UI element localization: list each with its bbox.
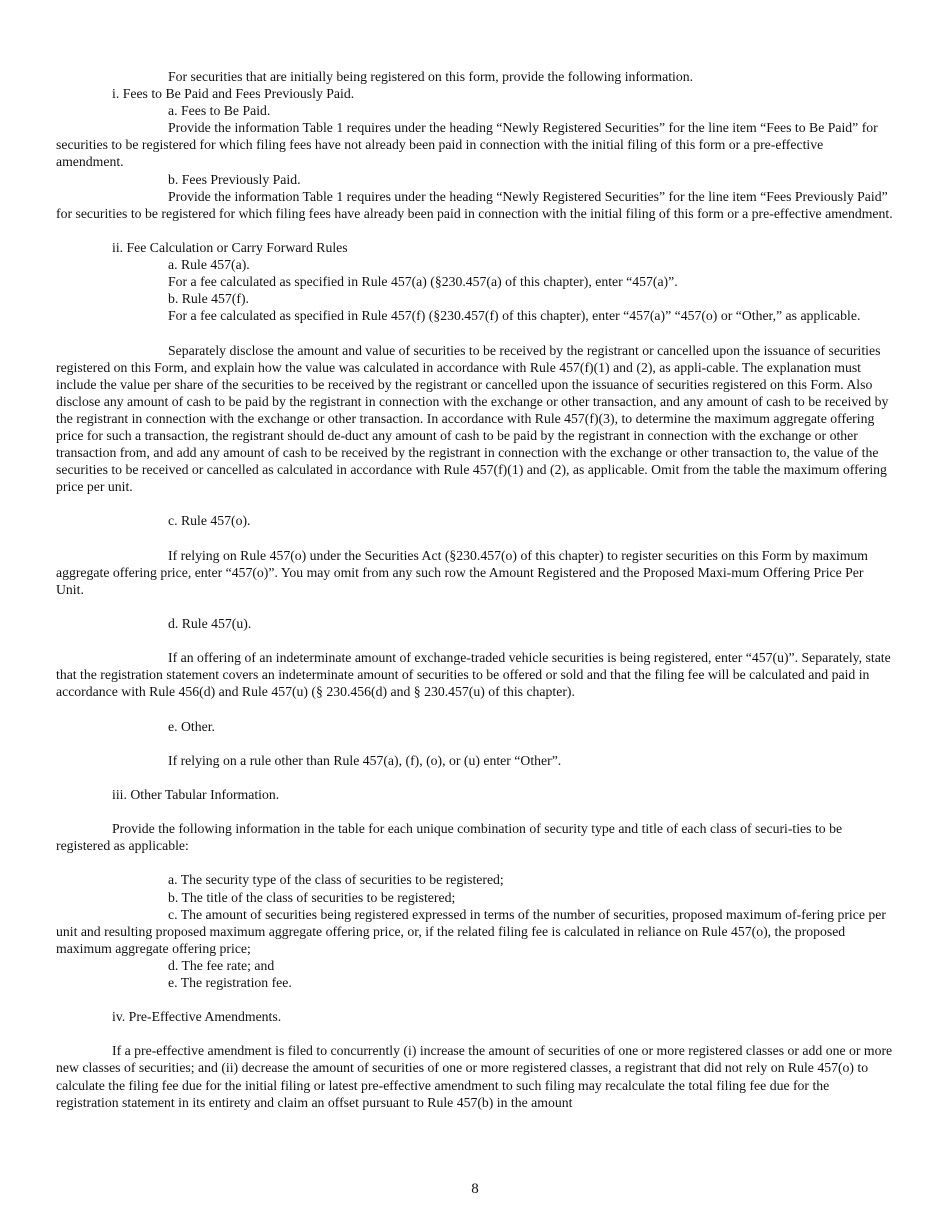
section-ii-heading: ii. Fee Calculation or Carry Forward Rules — [112, 239, 348, 255]
section-iii-heading: iii. Other Tabular Information. — [112, 786, 280, 802]
section-ii-c-text: If relying on Rule 457(o) under the Securities Act (§230.457(o) of this chapter) to register securities on this Form by maximum aggregate offering price, enter “457(o)”. You may omit from any such row the Amount Registered and the Proposed Maxi-mum Offering Price Per Unit. — [56, 547, 868, 597]
section-ii-d-text: If an offering of an indeterminate amount of exchange-traded vehicle securities is being registered, enter “457(u)”. Separately, state that the registration statement covers an indeterminate amount of securities to be offered or sold and that the filing fee will be calculated and paid in accordance with Rule 456(d) and Rule 457(u) (§ 230.456(d) and § 230.457(u) of this chapter). — [56, 650, 891, 700]
section-iii-item-d: d. The fee rate; and — [168, 957, 275, 973]
section-i-a-label: a. Fees to Be Paid. — [168, 103, 271, 119]
section-i-heading: i. Fees to Be Paid and Fees Previously Paid. — [112, 86, 355, 102]
intro-text: For securities that are initially being registered on this form, provide the following information. — [168, 69, 694, 84]
section-ii-a-label: a. Rule 457(a). — [168, 257, 250, 273]
section-iv-text: If a pre-effective amendment is filed to concurrently (i) increase the amount of securities of one or more registered classes or add one or more new classes of securities; and (ii) decrease the amount of securities of one or more registered classes, a registrant that did not rely on Rule 457(o) to calculate the filing fee due for the initial filing or latest pre-effective amendment to such filing may recalculate the total filing fee due for the registration statement in its entirety and claim an offset pursuant to Rule 457(b) in the amount — [56, 1043, 893, 1110]
section-ii-b-paragraph: Separately disclose the amount and value of securities to be received by the registrant or cancelled upon the issuance of securities registered on this Form, and explain how the value was calculated in accordance with Rule 457(f)(1) and (2), as appli-cable. The explanation must include the value per share of the securities to be received by the registrant or cancelled upon the issuance of securities registered on this Form. Also disclose any amount of cash to be paid by the registrant in connection with the exchange or other transaction, and any amount of cash to be received by the registrant in connection with the exchange or other transaction. In accordance with Rule 457(f)(3), to determine the maximum aggregate offering price for such a transaction, the registrant should de-duct any amount of cash to be paid by the registrant in connection with the exchange or other transaction from, and add any amount of cash to be received by the registrant in connection with the exchange or other transaction to, the value of the securities to be received or cancelled as calculated in accordance with Rule 457(f)(1) and (2), as applicable. Omit from the table the maximum offering price per unit. — [56, 342, 889, 495]
section-iii-item-e: e. The registration fee. — [168, 974, 292, 990]
section-iv-heading: iv. Pre-Effective Amendments. — [112, 1009, 282, 1025]
section-iii-item-b: b. The title of the class of securities to be registered; — [168, 889, 456, 905]
section-ii-c-label: c. Rule 457(o). — [168, 513, 251, 529]
section-iii-intro: Provide the following information in the table for each unique combination of security type and title of each class of securi-ties to be registered as applicable: — [56, 821, 843, 854]
section-ii-e-label: e. Other. — [168, 718, 215, 734]
section-ii-e-text: If relying on a rule other than Rule 457(a), (f), (o), or (u) enter “Other”. — [168, 752, 562, 768]
section-i-a-text: Provide the information Table 1 requires under the heading “Newly Registered Securities” for the line item “Fees to Be Paid” for securities to be registered for which filing fees have not already been paid in connection with the initial filing of this form or a pre-effective amendment. — [56, 120, 878, 170]
page-number: 8 — [471, 1181, 479, 1197]
section-ii-d-label: d. Rule 457(u). — [168, 616, 252, 631]
section-ii-b-label: b. Rule 457(f). — [168, 291, 249, 307]
document-page — [56, 68, 894, 1111]
section-i-b-text: Provide the information Table 1 requires under the heading “Newly Registered Securities” for the line item “Fees Previously Paid” for securities to be registered for which filing fees have already been paid in connection with the initial filing of this form or a pre-effective amendment. — [56, 188, 893, 221]
section-ii-b-text: For a fee calculated as specified in Rule 457(f) (§230.457(f) of this chapter), enter “457(a)” “457(o) or “Other,” as applicable. — [168, 308, 861, 324]
section-iii-item-c: c. The amount of securities being registered expressed in terms of the number of securities, proposed maximum of-fering price per unit and resulting proposed maximum aggregate offering price, or, if the related filing fee is calculated in reliance on Rule 457(o), the proposed maximum aggregate offering price; — [56, 906, 886, 956]
section-i-b-label: b. Fees Previously Paid. — [168, 171, 301, 187]
section-ii-a-text: For a fee calculated as specified in Rule 457(a) (§230.457(a) of this chapter), enter “457(a)”. — [168, 274, 678, 290]
section-iii-item-a: a. The security type of the class of securities to be registered; — [168, 872, 504, 888]
